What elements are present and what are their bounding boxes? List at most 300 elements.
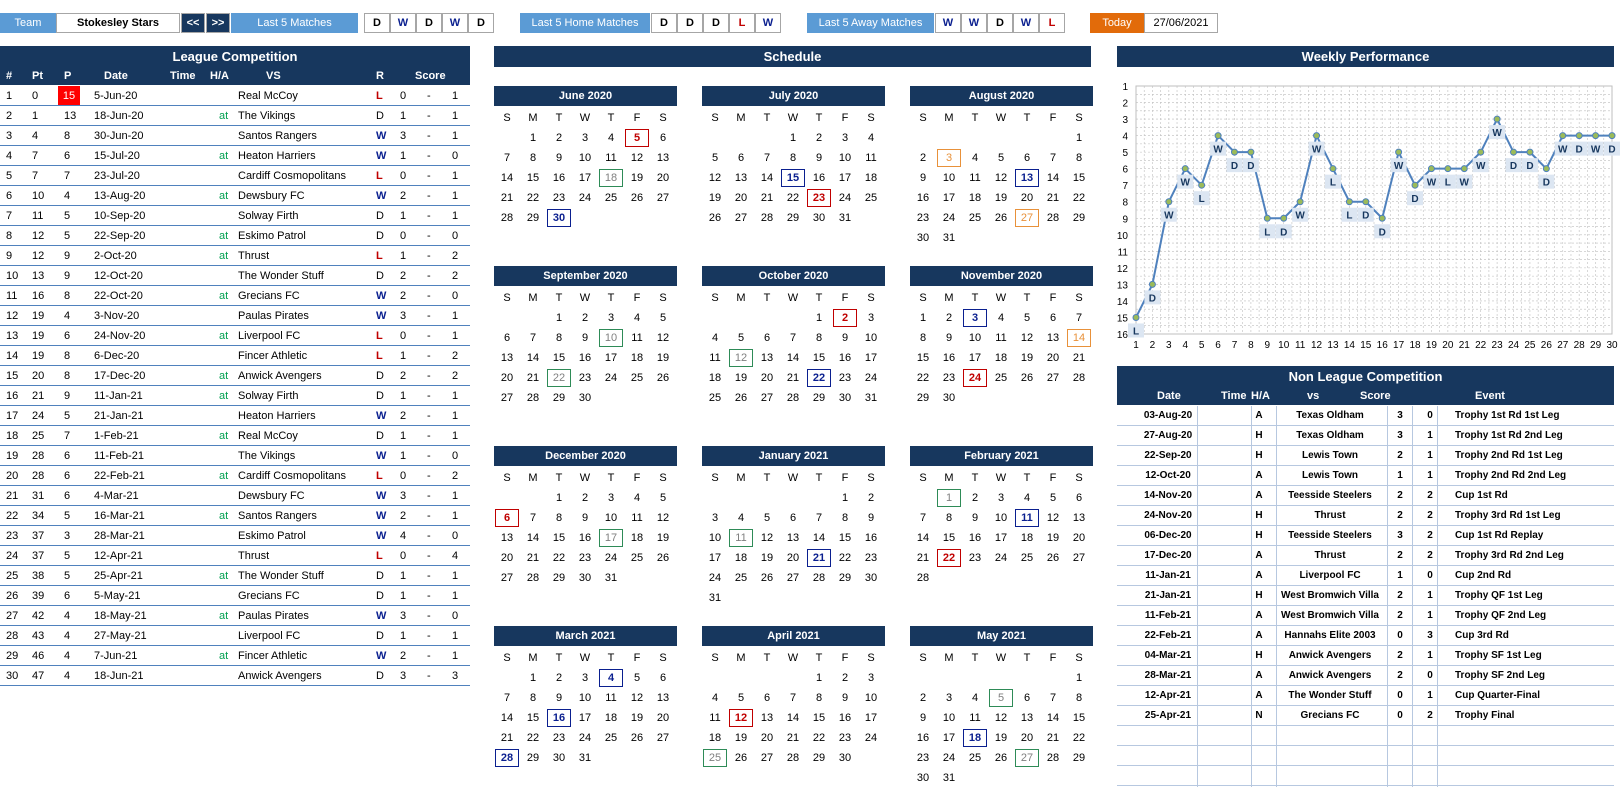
calendar-day[interactable]: 1 [529, 132, 537, 144]
calendar-day[interactable]: 12 [630, 152, 644, 164]
calendar-day[interactable]: 16 [552, 172, 566, 184]
calendar-day[interactable]: 7 [503, 152, 511, 164]
calendar-day[interactable]: 6 [1023, 692, 1031, 704]
calendar-day[interactable]: 26 [994, 752, 1008, 764]
calendar-day[interactable]: 12 [656, 512, 670, 524]
calendar-day[interactable]: 7 [815, 512, 823, 524]
calendar-day[interactable]: 5 [763, 512, 771, 524]
calendar-day[interactable]: 15 [552, 352, 566, 364]
table-row[interactable] [0, 286, 470, 306]
calendar-day[interactable]: 16 [546, 708, 572, 728]
calendar-day[interactable]: 20 [1072, 532, 1086, 544]
calendar-day[interactable]: 24 [864, 732, 878, 744]
calendar-day[interactable]: 27 [656, 732, 670, 744]
table-row[interactable] [1117, 606, 1614, 626]
calendar-day[interactable]: 17 [994, 532, 1008, 544]
calendar-day[interactable]: 3 [936, 148, 962, 168]
calendar-day[interactable]: 21 [500, 192, 514, 204]
calendar-day[interactable]: 12 [994, 712, 1008, 724]
table-row[interactable] [1117, 626, 1614, 646]
calendar-day[interactable]: 7 [529, 512, 537, 524]
table-row[interactable] [0, 146, 470, 166]
calendar-day[interactable]: 5 [659, 312, 667, 324]
calendar-day[interactable]: 6 [737, 152, 745, 164]
calendar-day[interactable]: 10 [578, 692, 592, 704]
calendar-day[interactable]: 12 [1046, 512, 1060, 524]
calendar-day[interactable]: 14 [786, 712, 800, 724]
calendar-day[interactable]: 8 [815, 692, 823, 704]
calendar-day[interactable]: 8 [815, 332, 823, 344]
calendar-day[interactable]: 29 [916, 392, 930, 404]
calendar-day[interactable]: 19 [1046, 532, 1060, 544]
calendar-day[interactable]: 23 [552, 192, 566, 204]
calendar-day[interactable]: 24 [578, 732, 592, 744]
calendar-day[interactable]: 11 [728, 528, 754, 548]
calendar-day[interactable]: 10 [994, 512, 1008, 524]
calendar-day[interactable]: 8 [1075, 152, 1083, 164]
calendar-day[interactable]: 24 [864, 372, 878, 384]
calendar-day[interactable]: 9 [581, 512, 589, 524]
calendar-day[interactable]: 11 [605, 692, 617, 704]
calendar-day[interactable]: 19 [1020, 352, 1034, 364]
calendar-day[interactable]: 2 [832, 308, 858, 328]
calendar-day[interactable]: 18 [968, 192, 982, 204]
table-row[interactable] [1117, 646, 1614, 666]
table-row[interactable] [0, 206, 470, 226]
calendar-day[interactable]: 23 [552, 732, 566, 744]
calendar-day[interactable]: 6 [1049, 312, 1057, 324]
calendar-day[interactable]: 13 [656, 692, 670, 704]
calendar-day[interactable]: 2 [555, 672, 563, 684]
calendar-day[interactable]: 26 [630, 732, 644, 744]
table-row[interactable] [1117, 566, 1614, 586]
calendar-day[interactable]: 17 [942, 192, 956, 204]
calendar-day[interactable]: 22 [916, 372, 930, 384]
calendar-day[interactable]: 19 [656, 532, 670, 544]
calendar-day[interactable]: 22 [546, 368, 572, 388]
calendar-day[interactable]: 31 [838, 212, 852, 224]
calendar-day[interactable]: 20 [500, 552, 514, 564]
calendar-day[interactable]: 21 [526, 372, 540, 384]
calendar-day[interactable]: 20 [1046, 352, 1060, 364]
calendar-day[interactable]: 18 [708, 372, 722, 384]
calendar-day[interactable]: 3 [581, 672, 589, 684]
calendar-day[interactable]: 8 [919, 332, 927, 344]
calendar-day[interactable]: 29 [1072, 212, 1086, 224]
calendar-day[interactable]: 16 [812, 172, 826, 184]
calendar-day[interactable]: 1 [529, 672, 537, 684]
calendar-day[interactable]: 24 [942, 752, 956, 764]
table-row[interactable] [1117, 426, 1614, 446]
calendar-day[interactable]: 30 [942, 392, 956, 404]
calendar-day[interactable]: 4 [598, 668, 624, 688]
table-row[interactable] [0, 86, 470, 106]
calendar-day[interactable]: 21 [500, 732, 514, 744]
calendar-day[interactable]: 20 [760, 732, 774, 744]
calendar-day[interactable]: 7 [1049, 692, 1057, 704]
calendar-day[interactable]: 25 [1020, 552, 1034, 564]
calendar-day[interactable]: 5 [988, 688, 1014, 708]
calendar-day[interactable]: 13 [734, 172, 748, 184]
calendar-day[interactable]: 30 [546, 208, 572, 228]
calendar-day[interactable]: 14 [786, 352, 800, 364]
calendar-day[interactable]: 1 [555, 312, 563, 324]
calendar-day[interactable]: 31 [708, 592, 722, 604]
calendar-day[interactable]: 13 [656, 152, 670, 164]
calendar-day[interactable]: 23 [942, 372, 956, 384]
calendar-day[interactable]: 27 [760, 752, 774, 764]
calendar-day[interactable]: 11 [709, 712, 721, 724]
calendar-day[interactable]: 29 [812, 392, 826, 404]
calendar-day[interactable]: 30 [552, 752, 566, 764]
calendar-day[interactable]: 31 [942, 232, 956, 244]
calendar-day[interactable]: 27 [760, 392, 774, 404]
calendar-day[interactable]: 15 [526, 172, 540, 184]
calendar-day[interactable]: 20 [734, 192, 748, 204]
calendar-day[interactable]: 29 [812, 752, 826, 764]
calendar-day[interactable]: 5 [659, 492, 667, 504]
calendar-day[interactable]: 5 [1023, 312, 1031, 324]
calendar-day[interactable]: 30 [578, 392, 592, 404]
calendar-day[interactable]: 3 [607, 492, 615, 504]
calendar-day[interactable]: 26 [656, 552, 670, 564]
calendar-day[interactable]: 27 [734, 212, 748, 224]
calendar-day[interactable]: 15 [1072, 712, 1086, 724]
calendar-day[interactable]: 28 [1046, 212, 1060, 224]
calendar-day[interactable]: 22 [526, 732, 540, 744]
calendar-day[interactable]: 16 [942, 352, 956, 364]
calendar-day[interactable]: 14 [812, 532, 826, 544]
calendar-day[interactable]: 10 [864, 332, 878, 344]
calendar-day[interactable]: 1 [789, 132, 797, 144]
calendar-day[interactable]: 8 [945, 512, 953, 524]
calendar-day[interactable]: 9 [815, 152, 823, 164]
table-row[interactable] [1117, 406, 1614, 426]
calendar-day[interactable]: 26 [1020, 372, 1034, 384]
table-row[interactable] [0, 106, 470, 126]
calendar-day[interactable]: 13 [1072, 512, 1086, 524]
calendar-day[interactable]: 3 [945, 692, 953, 704]
calendar-day[interactable]: 13 [1014, 168, 1040, 188]
calendar-day[interactable]: 26 [734, 752, 748, 764]
calendar-day[interactable]: 3 [962, 308, 988, 328]
calendar-day[interactable]: 2 [555, 132, 563, 144]
calendar-day[interactable]: 16 [916, 732, 930, 744]
calendar-day[interactable]: 14 [526, 532, 540, 544]
calendar-day[interactable]: 3 [581, 132, 589, 144]
calendar-day[interactable]: 13 [500, 532, 514, 544]
calendar-day[interactable]: 3 [867, 672, 875, 684]
calendar-day[interactable]: 28 [1046, 752, 1060, 764]
calendar-day[interactable]: 9 [971, 512, 979, 524]
calendar-day[interactable]: 13 [786, 532, 800, 544]
table-row[interactable] [1117, 666, 1614, 686]
calendar-day[interactable]: 6 [763, 332, 771, 344]
calendar-day[interactable]: 5 [737, 332, 745, 344]
calendar-day[interactable]: 17 [864, 712, 878, 724]
calendar-day[interactable]: 4 [607, 132, 615, 144]
calendar-day[interactable]: 10 [708, 532, 722, 544]
calendar-day[interactable]: 10 [578, 152, 592, 164]
calendar-day[interactable]: 18 [1020, 532, 1034, 544]
calendar-day[interactable]: 12 [656, 332, 670, 344]
calendar-day[interactable]: 19 [656, 352, 670, 364]
table-row[interactable] [1117, 466, 1614, 486]
calendar-day[interactable]: 17 [604, 352, 618, 364]
calendar-day[interactable]: 29 [526, 212, 540, 224]
calendar-day[interactable]: 7 [789, 692, 797, 704]
calendar-day[interactable]: 16 [968, 532, 982, 544]
table-row[interactable] [0, 246, 470, 266]
calendar-day[interactable]: 24 [942, 212, 956, 224]
calendar-day[interactable]: 28 [786, 392, 800, 404]
calendar-day[interactable]: 16 [838, 352, 852, 364]
calendar-day[interactable]: 21 [786, 372, 800, 384]
calendar-day[interactable]: 12 [728, 708, 754, 728]
table-row[interactable] [1117, 486, 1614, 506]
calendar-day[interactable]: 17 [864, 352, 878, 364]
calendar-day[interactable]: 21 [1046, 192, 1060, 204]
calendar-day[interactable]: 8 [529, 692, 537, 704]
table-row[interactable] [1117, 746, 1614, 766]
table-row[interactable] [0, 426, 470, 446]
calendar-day[interactable]: 20 [1020, 732, 1034, 744]
calendar-day[interactable]: 31 [604, 572, 618, 584]
table-row[interactable] [0, 386, 470, 406]
calendar-day[interactable]: 23 [916, 752, 930, 764]
calendar-day[interactable]: 9 [867, 512, 875, 524]
calendar-day[interactable]: 25 [604, 192, 618, 204]
calendar-day[interactable]: 10 [598, 328, 624, 348]
calendar-day[interactable]: 27 [786, 572, 800, 584]
calendar-day[interactable]: 13 [760, 712, 774, 724]
calendar-day[interactable]: 7 [1049, 152, 1057, 164]
calendar-day[interactable]: 5 [624, 128, 650, 148]
calendar-day[interactable]: 25 [968, 212, 982, 224]
calendar-day[interactable]: 7 [763, 152, 771, 164]
calendar-day[interactable]: 30 [812, 212, 826, 224]
calendar-day[interactable]: 8 [555, 512, 563, 524]
calendar-day[interactable]: 15 [1072, 172, 1086, 184]
calendar-day[interactable]: 7 [919, 512, 927, 524]
calendar-day[interactable]: 19 [760, 552, 774, 564]
calendar-day[interactable]: 28 [500, 212, 514, 224]
calendar-day[interactable]: 12 [630, 692, 644, 704]
table-row[interactable] [0, 226, 470, 246]
calendar-day[interactable]: 1 [1075, 132, 1083, 144]
calendar-day[interactable]: 19 [994, 732, 1008, 744]
calendar-day[interactable]: 3 [607, 312, 615, 324]
calendar-day[interactable]: 12 [728, 348, 754, 368]
calendar-day[interactable]: 6 [494, 508, 520, 528]
calendar-day[interactable]: 3 [997, 492, 1005, 504]
calendar-day[interactable]: 5 [997, 152, 1005, 164]
calendar-day[interactable]: 15 [552, 532, 566, 544]
calendar-day[interactable]: 30 [838, 752, 852, 764]
calendar-day[interactable]: 23 [864, 552, 878, 564]
calendar-day[interactable]: 23 [916, 212, 930, 224]
table-row[interactable] [0, 526, 470, 546]
calendar-day[interactable]: 7 [789, 332, 797, 344]
calendar-day[interactable]: 14 [1046, 172, 1060, 184]
calendar-day[interactable]: 13 [1020, 712, 1034, 724]
table-row[interactable] [1117, 686, 1614, 706]
calendar-day[interactable]: 22 [1072, 732, 1086, 744]
calendar-day[interactable]: 1 [919, 312, 927, 324]
calendar-day[interactable]: 13 [500, 352, 514, 364]
calendar-day[interactable]: 25 [864, 192, 878, 204]
calendar-day[interactable]: 29 [552, 572, 566, 584]
calendar-day[interactable]: 6 [503, 332, 511, 344]
calendar-day[interactable]: 24 [838, 192, 852, 204]
calendar-day[interactable]: 19 [630, 712, 644, 724]
calendar-day[interactable]: 31 [942, 772, 956, 784]
calendar-day[interactable]: 15 [838, 532, 852, 544]
table-row[interactable] [0, 466, 470, 486]
calendar-day[interactable]: 26 [994, 212, 1008, 224]
calendar-day[interactable]: 10 [942, 712, 956, 724]
calendar-day[interactable]: 25 [994, 372, 1008, 384]
table-row[interactable] [1117, 546, 1614, 566]
calendar-day[interactable]: 2 [971, 492, 979, 504]
calendar-day[interactable]: 8 [1075, 692, 1083, 704]
calendar-day[interactable]: 10 [604, 512, 618, 524]
calendar-day[interactable]: 2 [867, 492, 875, 504]
calendar-day[interactable]: 4 [997, 312, 1005, 324]
calendar-day[interactable]: 27 [1014, 748, 1040, 768]
calendar-day[interactable]: 16 [578, 532, 592, 544]
calendar-day[interactable]: 18 [864, 172, 878, 184]
calendar-day[interactable]: 14 [1066, 328, 1092, 348]
calendar-day[interactable]: 26 [708, 212, 722, 224]
table-row[interactable] [0, 406, 470, 426]
calendar-day[interactable]: 28 [916, 572, 930, 584]
calendar-day[interactable]: 24 [994, 552, 1008, 564]
calendar-day[interactable]: 27 [1046, 372, 1060, 384]
table-row[interactable] [0, 326, 470, 346]
calendar-day[interactable]: 15 [942, 532, 956, 544]
calendar-day[interactable]: 10 [968, 332, 982, 344]
calendar-day[interactable]: 24 [578, 192, 592, 204]
calendar-day[interactable]: 17 [942, 732, 956, 744]
calendar-day[interactable]: 4 [711, 332, 719, 344]
calendar-day[interactable]: 26 [760, 572, 774, 584]
calendar-day[interactable]: 16 [838, 712, 852, 724]
calendar-day[interactable]: 28 [494, 748, 520, 768]
table-row[interactable] [1117, 506, 1614, 526]
table-row[interactable] [0, 366, 470, 386]
calendar-day[interactable]: 11 [969, 172, 981, 184]
calendar-day[interactable]: 22 [552, 552, 566, 564]
next-team-button[interactable]: >> [206, 13, 230, 33]
table-row[interactable] [0, 586, 470, 606]
calendar-day[interactable]: 17 [968, 352, 982, 364]
calendar-day[interactable]: 28 [812, 572, 826, 584]
calendar-day[interactable]: 18 [630, 352, 644, 364]
calendar-day[interactable]: 4 [971, 692, 979, 704]
table-row[interactable] [0, 606, 470, 626]
calendar-day[interactable]: 20 [656, 172, 670, 184]
calendar-day[interactable]: 8 [789, 152, 797, 164]
calendar-day[interactable]: 9 [919, 712, 927, 724]
calendar-day[interactable]: 4 [971, 152, 979, 164]
calendar-day[interactable]: 25 [630, 372, 644, 384]
calendar-day[interactable]: 24 [708, 572, 722, 584]
calendar-day[interactable]: 20 [760, 372, 774, 384]
calendar-day[interactable]: 18 [994, 352, 1008, 364]
calendar-day[interactable]: 5 [633, 672, 641, 684]
calendar-day[interactable]: 16 [578, 352, 592, 364]
calendar-day[interactable]: 6 [659, 132, 667, 144]
table-row[interactable] [0, 546, 470, 566]
calendar-day[interactable]: 18 [734, 552, 748, 564]
calendar-day[interactable]: 23 [806, 188, 832, 208]
calendar-day[interactable]: 10 [942, 172, 956, 184]
calendar-day[interactable]: 14 [916, 532, 930, 544]
calendar-day[interactable]: 25 [708, 392, 722, 404]
calendar-day[interactable]: 25 [734, 572, 748, 584]
calendar-day[interactable]: 3 [841, 132, 849, 144]
calendar-day[interactable]: 4 [1023, 492, 1031, 504]
calendar-day[interactable]: 27 [500, 572, 514, 584]
calendar-day[interactable]: 12 [708, 172, 722, 184]
calendar-day[interactable]: 11 [709, 352, 721, 364]
calendar-day[interactable]: 21 [760, 192, 774, 204]
calendar-day[interactable]: 4 [633, 312, 641, 324]
calendar-day[interactable]: 27 [1014, 208, 1040, 228]
calendar-day[interactable]: 12 [760, 532, 774, 544]
calendar-day[interactable]: 6 [1075, 492, 1083, 504]
calendar-day[interactable]: 6 [763, 692, 771, 704]
calendar-day[interactable]: 15 [780, 168, 806, 188]
calendar-day[interactable]: 21 [916, 552, 930, 564]
table-row[interactable] [1117, 706, 1614, 726]
calendar-day[interactable]: 15 [916, 352, 930, 364]
prev-team-button[interactable]: << [181, 13, 205, 33]
calendar-day[interactable]: 5 [737, 692, 745, 704]
calendar-day[interactable]: 18 [598, 168, 624, 188]
calendar-day[interactable]: 11 [631, 332, 643, 344]
calendar-day[interactable]: 21 [786, 732, 800, 744]
calendar-day[interactable]: 6 [1023, 152, 1031, 164]
calendar-day[interactable]: 13 [1046, 332, 1060, 344]
calendar-day[interactable]: 27 [1072, 552, 1086, 564]
calendar-day[interactable]: 29 [552, 392, 566, 404]
calendar-day[interactable]: 12 [994, 172, 1008, 184]
calendar-day[interactable]: 4 [633, 492, 641, 504]
calendar-day[interactable]: 7 [503, 692, 511, 704]
calendar-day[interactable]: 19 [994, 192, 1008, 204]
table-row[interactable] [0, 306, 470, 326]
calendar-day[interactable]: 8 [529, 152, 537, 164]
calendar-day[interactable]: 3 [867, 312, 875, 324]
calendar-day[interactable]: 20 [656, 712, 670, 724]
calendar-day[interactable]: 18 [708, 732, 722, 744]
calendar-day[interactable]: 6 [659, 672, 667, 684]
calendar-day[interactable]: 9 [555, 692, 563, 704]
calendar-day[interactable]: 11 [995, 332, 1007, 344]
calendar-day[interactable]: 3 [711, 512, 719, 524]
calendar-day[interactable]: 22 [806, 368, 832, 388]
calendar-day[interactable]: 28 [786, 752, 800, 764]
calendar-day[interactable]: 4 [867, 132, 875, 144]
table-row[interactable] [0, 446, 470, 466]
calendar-day[interactable]: 24 [604, 552, 618, 564]
calendar-day[interactable]: 1 [936, 488, 962, 508]
calendar-day[interactable]: 23 [968, 552, 982, 564]
calendar-day[interactable]: 14 [526, 352, 540, 364]
calendar-day[interactable]: 9 [555, 152, 563, 164]
